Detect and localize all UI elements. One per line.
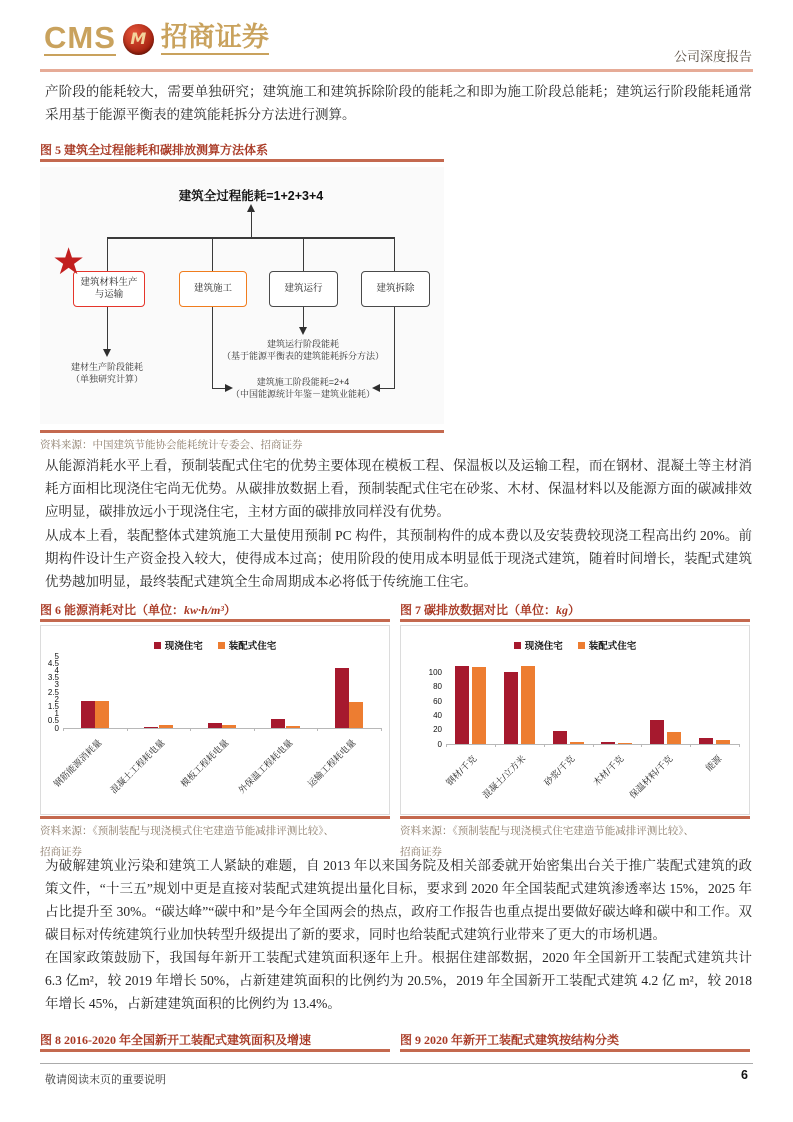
legend-item: [578, 638, 637, 652]
x-axis-label: 砂浆/千克: [542, 753, 577, 788]
figure5-bottom-rule: [40, 430, 444, 433]
figure5-flowchart: [40, 167, 444, 424]
flowchart-box-construction: 建筑施工: [179, 271, 247, 307]
footer-divider: [40, 1063, 753, 1064]
header-divider: [40, 69, 753, 72]
cms-logo-badge-icon: M: [123, 24, 154, 55]
figure8-caption: 图 8 2016-2020 年全国新开工装配式建筑面积及增速: [40, 1033, 311, 1047]
connector-line: [394, 237, 396, 273]
body-paragraph-5: 在国家政策鼓励下，我国每年新开工装配式建筑面积逐年上升。根据住建部数据，2020 年全国新开工装配式建筑共计 6.3 亿m²，较 2019 年增长 50%，占新建建筑面积的比例约为 20.5%，2019 年全国新开工装配式建筑 4.2 亿 m²，较 2018 年增长 45%，占新建建筑面积的比例约为 13.4%。: [45, 950, 752, 1011]
company-logo: [44, 22, 269, 56]
x-axis-tick: [739, 744, 740, 747]
connector-line: [107, 237, 109, 273]
x-axis-tick: [317, 728, 318, 731]
x-axis-label: 钢筋能源消耗量: [51, 737, 104, 790]
legend-swatch-icon: [578, 642, 585, 649]
figure9-caption-rule: [400, 1049, 750, 1052]
legend-label: 装配式住宅: [588, 641, 637, 652]
flowchart-output-operation: 建筑运行阶段能耗 （基于能源平衡表的建筑能耗拆分方法）: [221, 339, 384, 361]
x-axis-tick: [254, 728, 255, 731]
carbon-emission-bar-chart: [400, 625, 750, 815]
y-axis-tick-label: 5: [54, 651, 59, 661]
chart-legend: [41, 638, 389, 652]
x-axis-tick: [127, 728, 128, 731]
bar-装配式住宅: [667, 732, 681, 744]
body-paragraph-3: 从成本上看，装配整体式建筑施工大量使用预制 PC 构件，其预制构件的成本费以及安装费较现浇工程高出约 20%。前期构件设计生产资金投入较大，使得成本过高；使用阶段的使用成本明显低于现浇式建筑，随着时间增长，装配式建筑优势越加明显，最终装配式建筑全生命周期成本必将低于传统施工住宅。: [45, 528, 752, 589]
connector-line: [107, 305, 109, 349]
x-axis-tick: [495, 744, 496, 747]
flowchart-box-materials: 建筑材料生产 与运输: [73, 271, 145, 307]
legend-swatch-icon: [218, 642, 225, 649]
legend-swatch-icon: [154, 642, 161, 649]
figure7-bottom-rule: [400, 816, 750, 819]
chart-legend: [401, 638, 749, 652]
x-axis-tick: [381, 728, 382, 731]
bar-现浇住宅: [650, 720, 664, 744]
y-axis-tick-label: 1.5: [47, 701, 59, 711]
flowchart-box-operation: 建筑运行: [269, 271, 338, 307]
bar-装配式住宅: [521, 666, 535, 744]
bar-装配式住宅: [472, 667, 486, 744]
legend-item: [514, 638, 563, 652]
x-axis-tick: [690, 744, 691, 747]
legend-item: [154, 638, 203, 652]
body-paragraph-1: 产阶段的能耗较大，需要单独研究；建筑施工和建筑拆除阶段的能耗之和即为施工阶段总能耗；建筑运行阶段能耗通常采用基于能源平衡表的建筑能耗拆分方法进行测算。: [45, 84, 752, 122]
figure5-caption-rule: [40, 159, 444, 162]
x-axis-label: 运输工程耗电量: [306, 737, 358, 790]
x-axis-label: 外保温工程耗电量: [236, 737, 295, 796]
y-axis-tick-label: 40: [433, 710, 442, 720]
brand-name: 招商证券: [161, 23, 269, 55]
figure6-bottom-rule: [40, 816, 390, 819]
y-axis-tick-label: 20: [433, 725, 442, 735]
bar-装配式住宅: [159, 725, 173, 728]
y-axis-tick-label: 2.5: [47, 687, 59, 697]
y-axis-tick-label: 60: [433, 696, 442, 706]
figure8-caption-rule: [40, 1049, 390, 1052]
x-axis-tick: [544, 744, 545, 747]
x-axis-label: 木材/千克: [591, 753, 626, 788]
figure9-caption: 图 9 2020 年新开工装配式建筑按结构分类: [400, 1033, 620, 1047]
connector-line: [251, 211, 253, 237]
bar-现浇住宅: [208, 723, 222, 728]
flowchart-output-construction: 建筑施工阶段能耗=2+4 （中国能源统计年鉴－建筑业能耗）: [230, 377, 375, 399]
bar-装配式住宅: [570, 742, 584, 744]
y-axis-tick-label: 0: [437, 739, 442, 749]
bar-现浇住宅: [699, 738, 713, 744]
figure7-caption: 图 7 碳排放数据对比（单位：kg）: [400, 603, 581, 617]
y-axis-tick-label: 1: [54, 709, 59, 719]
legend-item: [218, 638, 277, 652]
cms-logo-text: CMS: [44, 20, 116, 55]
figure6-caption: 图 6 能源消耗对比（单位：kw·h/m³）: [40, 603, 236, 617]
bar-装配式住宅: [286, 726, 300, 728]
bar-现浇住宅: [601, 742, 615, 744]
x-axis-tick: [190, 728, 191, 731]
figure5-source: 资料来源：中国建筑节能协会能耗统计专委会、招商证券: [40, 440, 303, 451]
footer-disclaimer: 敬请阅读末页的重要说明: [45, 1074, 166, 1086]
flowchart-total-label: 建筑全过程能耗=1+2+3+4: [178, 189, 324, 203]
body-paragraph-4: 为破解建筑业污染和建筑工人紧缺的难题，自 2013 年以来国务院及相关部委就开始密集出台关于推广装配式建筑的政策文件，“十三五”规划中更是直接对装配式建筑提出量化目标，要求到 2020 年全国装配式建筑渗透率达 15%，2025 年占比提升至 30%。“碳达峰”“碳中和”是今年全国两会的热点，政府工作报告也重点提出要做好碳达峰和碳中和工作。双碳目标对传统建筑行业加快转型升级提出了新的要求，同时也给装配式建筑行业带来了更大的市场机遇。: [45, 858, 752, 942]
legend-label: 装配式住宅: [228, 641, 277, 652]
y-axis-tick-label: 0.5: [47, 716, 59, 726]
legend-label: 现浇住宅: [524, 641, 563, 652]
bar-现浇住宅: [81, 701, 95, 728]
bar-现浇住宅: [504, 672, 518, 744]
y-axis-tick-label: 3.5: [47, 673, 59, 683]
report-type-label: 公司深度报告: [673, 49, 752, 64]
x-axis-tick: [593, 744, 594, 747]
y-axis-tick-label: 2: [54, 694, 59, 704]
connector-line: [303, 237, 305, 273]
legend-swatch-icon: [514, 642, 521, 649]
connector-line: [107, 237, 395, 239]
bar-现浇住宅: [335, 668, 349, 728]
star-icon: ★: [52, 240, 86, 283]
y-axis-tick-label: 4.5: [47, 658, 59, 668]
bar-装配式住宅: [349, 702, 363, 728]
x-axis-label: 混凝土工程耗电量: [108, 737, 167, 796]
bar-现浇住宅: [553, 731, 567, 744]
y-axis-tick-label: 3: [54, 680, 59, 690]
bar-装配式住宅: [716, 740, 730, 744]
x-axis-label: 模板工程耗电量: [178, 737, 231, 790]
page-number: 6: [741, 1068, 748, 1082]
x-axis-tick: [446, 744, 447, 747]
energy-consumption-bar-chart: [40, 625, 390, 815]
x-axis-line: [63, 728, 381, 729]
y-axis-tick-label: 0: [54, 723, 59, 733]
flowchart-box-demolition: 建筑拆除: [361, 271, 430, 307]
bar-现浇住宅: [144, 727, 158, 728]
y-axis-tick-label: 4: [54, 665, 59, 675]
bar-装配式住宅: [618, 743, 632, 744]
figure7-caption-rule: [400, 619, 750, 622]
connector-line: [303, 305, 305, 327]
x-axis-tick: [63, 728, 64, 731]
figure7-source: 资料来源：《预制装配与现浇模式住宅建造节能减排评测比较》、 招商证券: [400, 826, 694, 858]
x-axis-label: 混凝土/立方米: [480, 753, 528, 801]
bar-现浇住宅: [455, 666, 469, 744]
x-axis-label: 钢材/千克: [444, 753, 479, 788]
figure5-caption: 图 5 建筑全过程能耗和碳排放测算方法体系: [40, 143, 269, 157]
bar-装配式住宅: [222, 725, 236, 728]
y-axis-tick-label: 100: [428, 668, 442, 678]
figure6-source: 资料来源：《预制装配与现浇模式住宅建造节能减排评测比较》、 招商证券: [40, 826, 334, 858]
connector-line: [212, 237, 214, 273]
y-axis-tick-label: 80: [433, 682, 442, 692]
bar-装配式住宅: [95, 701, 109, 728]
x-axis-label: 保温材料/千克: [627, 753, 675, 801]
flowchart-output-materials: 建材生产阶段能耗 （单独研究计算）: [70, 362, 143, 384]
bar-现浇住宅: [271, 719, 285, 728]
x-axis-tick: [641, 744, 642, 747]
arrow-down-icon: [103, 349, 111, 357]
x-axis-label: 能源: [703, 753, 724, 774]
figure6-caption-rule: [40, 619, 390, 622]
legend-label: 现浇住宅: [164, 641, 203, 652]
arrow-down-icon: [299, 327, 307, 335]
body-paragraph-2: 从能源消耗水平上看，预制装配式住宅的优势主要体现在模板工程、保温板以及运输工程，而在钢材、混凝土等主材消耗方面相比现浇住宅尚无优势。从碳排放数据上看，预制装配式住宅在砂浆、木材、保温材料以及能源方面的碳减排效应明显，碳排放远小于现浇住宅，主材方面的碳排放同样没有优势。: [45, 458, 752, 519]
